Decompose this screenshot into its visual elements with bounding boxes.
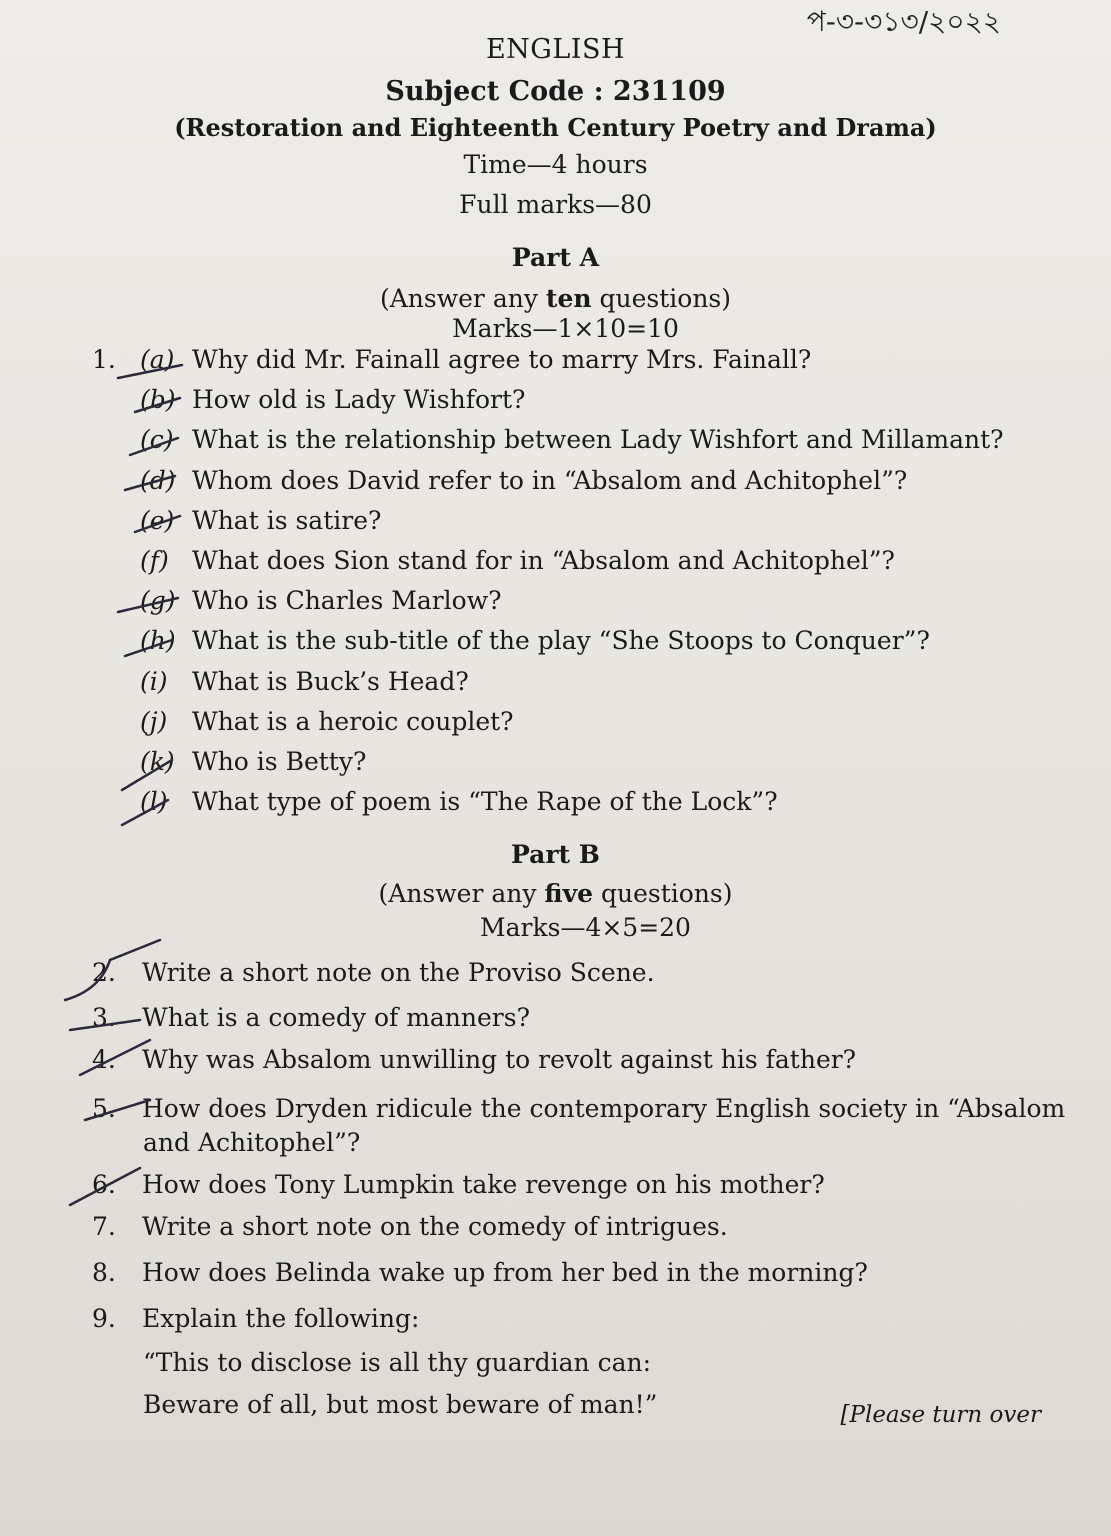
question-number: 9. (92, 1304, 116, 1333)
list-item (140, 667, 1040, 707)
list-item (92, 1045, 857, 1074)
list-item (140, 546, 1040, 586)
question-number: 8. (92, 1258, 116, 1287)
question-label: (i) (140, 666, 168, 696)
part-a-title: Part A (511, 243, 600, 272)
turn-over-note: [Please turn over (840, 1402, 1041, 1428)
question-label: (g) (140, 586, 176, 616)
question-number: 1. (92, 345, 116, 374)
subject-code: Subject Code : 231109 (385, 76, 726, 107)
question-text: How does Dryden ridicule the contemporary English society in “Absalom (142, 1094, 1066, 1123)
question-text: What is the relationship between Lady Wishfort and Millamant? (192, 425, 1004, 455)
question-text: How old is Lady Wishfort? (192, 385, 526, 415)
question-label: (a) (140, 345, 175, 374)
list-item (92, 958, 655, 987)
question-text: What does Sion stand for in “Absalom and Achitophel”? (192, 545, 895, 575)
question-text: Who is Charles Marlow? (192, 586, 502, 616)
list-item (140, 586, 1040, 626)
list-item (92, 1170, 825, 1199)
question-text: Write a short note on the Proviso Scene. (142, 958, 655, 987)
question-number: 5. (92, 1094, 116, 1123)
question-text: How does Belinda wake up from her bed in the morning? (142, 1258, 868, 1287)
question-number: 2. (92, 958, 116, 987)
list-item (140, 466, 1040, 506)
question-label: (f) (140, 545, 169, 575)
question-text: How does Tony Lumpkin take revenge on his mother? (142, 1170, 825, 1199)
question-text: Why did Mr. Fainall agree to marry Mrs. Fainall? (192, 345, 812, 374)
question-label: (c) (140, 425, 174, 455)
quote-line: “This to disclose is all thy guardian can: (143, 1348, 651, 1377)
question-label: (b) (140, 385, 176, 415)
list-item (92, 1304, 420, 1333)
question-text: What is a comedy of manners? (142, 1003, 530, 1032)
list-item (140, 626, 1040, 666)
question-label: (k) (140, 746, 175, 776)
question-text: What is a heroic couplet? (192, 706, 514, 736)
part-b-instruction: (Answer any five questions) (378, 879, 733, 908)
question-number: 4. (92, 1045, 116, 1074)
list-item (92, 1212, 728, 1241)
reference-code: প-৩-৩১৩/২০২২ (806, 5, 1001, 38)
part-a-question-list (140, 345, 1040, 827)
question-text: What is the sub-title of the play “She Stoops to Conquer”? (192, 626, 930, 656)
list-item (92, 1258, 868, 1287)
question-label: (j) (140, 706, 168, 736)
list-item (140, 787, 1040, 827)
question-label: (l) (140, 787, 168, 817)
part-b-title: Part B (511, 840, 600, 869)
full-marks: Full marks—80 (459, 190, 652, 219)
question-text: Whom does David refer to in “Absalom and Achitophel”? (192, 465, 908, 495)
question-label: (d) (140, 465, 176, 495)
list-item (92, 1094, 1066, 1123)
question-text: What is Buck’s Head? (192, 666, 469, 696)
list-item (140, 425, 1040, 465)
course-title: (Restoration and Eighteenth Century Poetry and Drama) (174, 113, 937, 142)
question-number: 6. (92, 1170, 116, 1199)
part-a-instruction: (Answer any ten questions) (380, 284, 731, 313)
question-number: 7. (92, 1212, 116, 1241)
quote-line: Beware of all, but most beware of man!” (143, 1390, 658, 1419)
question-text: Who is Betty? (192, 746, 367, 776)
list-item (140, 707, 1040, 747)
part-b-marks: Marks—4×5=20 (480, 913, 691, 942)
question-label: (e) (140, 505, 175, 535)
part-a-marks: Marks—1×10=10 (452, 314, 679, 343)
list-item (140, 385, 1040, 425)
list-item (140, 506, 1040, 546)
question-text: What is satire? (192, 505, 382, 535)
list-item (140, 747, 1040, 787)
subject-title: ENGLISH (485, 34, 626, 65)
question-label: (h) (140, 626, 176, 656)
question-number: 3. (92, 1003, 116, 1032)
question-continuation: and Achitophel”? (143, 1128, 361, 1157)
question-text: Write a short note on the comedy of intrigues. (142, 1212, 728, 1241)
question-text: Explain the following: (142, 1304, 420, 1333)
question-text: Why was Absalom unwilling to revolt against his father? (142, 1045, 857, 1074)
exam-time: Time—4 hours (463, 150, 648, 179)
question-text: What type of poem is “The Rape of the Lock”? (192, 787, 778, 817)
list-item (92, 1003, 530, 1032)
list-item (140, 345, 1040, 385)
